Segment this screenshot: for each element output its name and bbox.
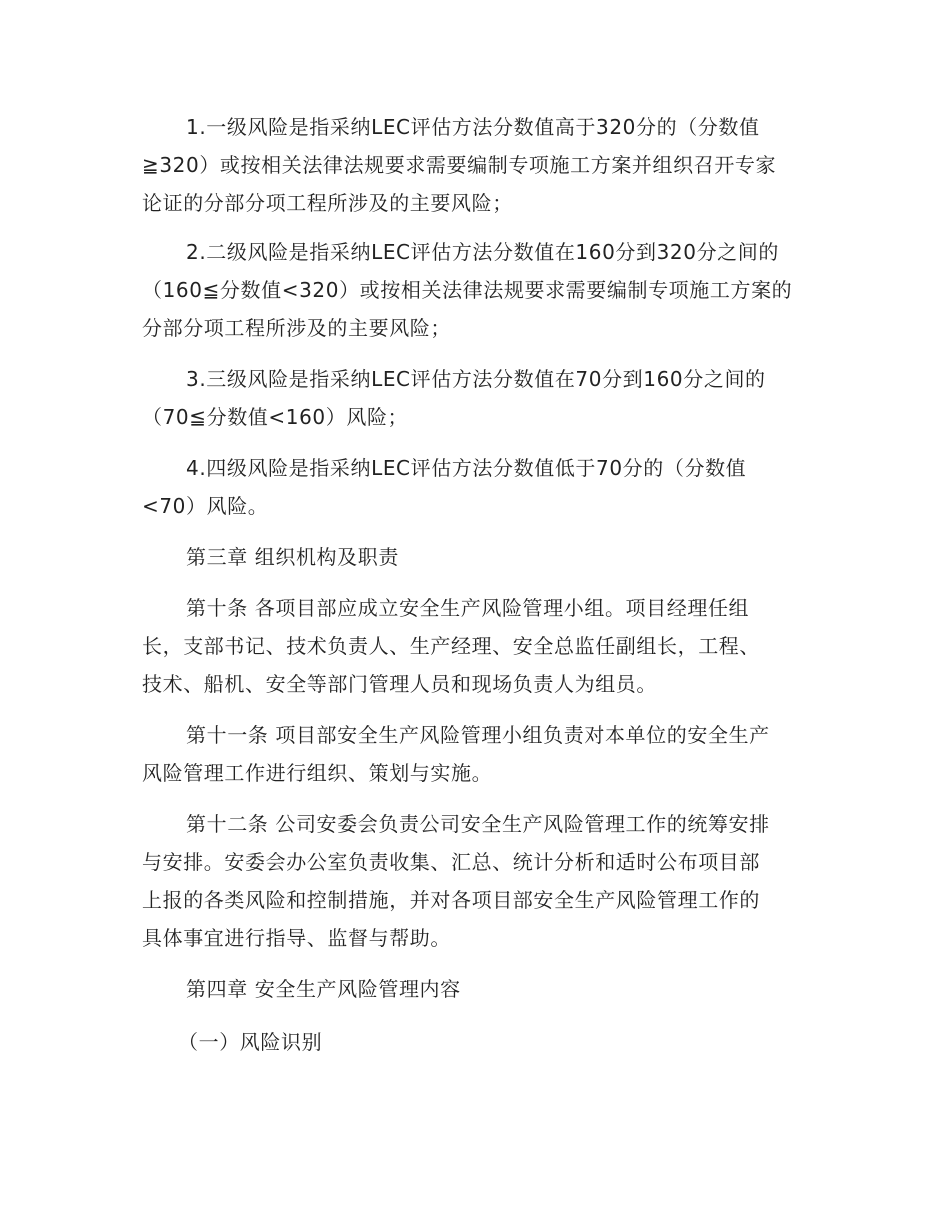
text-line: 第十条 各项目部应成立安全生产风险管理小组。项目经理任组: [186, 596, 750, 620]
article-11-paragraph: [142, 716, 814, 792]
article-12-paragraph: [142, 805, 814, 957]
text-line: 第十二条 公司安委会负责公司安全生产风险管理工作的统筹安排: [186, 812, 770, 836]
risk-level-1-paragraph: [142, 108, 814, 222]
text-line: 第十一条 项目部安全生产风险管理小组负责对本单位的安全生产: [186, 723, 770, 747]
text-line: （70≦分数值<160）风险；: [142, 405, 409, 429]
article-10-paragraph: [142, 589, 814, 703]
text-line: 具体事宜进行指导、监督与帮助。: [142, 926, 451, 950]
risk-level-4-paragraph: [142, 449, 814, 525]
text-line: 3.三级风险是指采纳LEC评估方法分数值在70分到160分之间的: [186, 367, 766, 391]
risk-level-2-paragraph: [142, 233, 814, 347]
text-line: 4.四级风险是指采纳LEC评估方法分数值低于70分的（分数值: [186, 456, 747, 480]
text-line: 论证的分部分项工程所涉及的主要风险；: [142, 191, 513, 215]
text-line: 风险管理工作进行组织、策划与实施。: [142, 761, 493, 785]
text-line: 长，支部书记、技术负责人、生产经理、安全总监任副组长，工程、: [142, 634, 760, 658]
text-line: （160≦分数值<320）或按相关法律法规要求需要编制专项施工方案的: [142, 278, 793, 302]
text-line: 分部分项工程所涉及的主要风险；: [142, 316, 451, 340]
chapter-4-heading: 第四章 安全生产风险管理内容: [186, 977, 461, 1001]
text-line: 1.一级风险是指采纳LEC评估方法分数值高于320分的（分数值: [186, 115, 760, 139]
text-line: ≧320）或按相关法律法规要求需要编制专项施工方案并组织召开专家: [142, 153, 777, 177]
section-risk-identification-heading: （一）风险识别: [178, 1030, 323, 1054]
chapter-3-heading: 第三章 组织机构及职责: [186, 545, 399, 569]
text-line: <70）风险。: [142, 494, 269, 518]
text-line: 上报的各类风险和控制措施，并对各项目部安全生产风险管理工作的: [142, 888, 760, 912]
text-line: 与安排。安委会办公室负责收集、汇总、统计分析和适时公布项目部: [142, 850, 760, 874]
risk-level-3-paragraph: [142, 360, 814, 436]
text-line: 2.二级风险是指采纳LEC评估方法分数值在160分到320分之间的: [186, 240, 779, 264]
text-line: 技术、船机、安全等部门管理人员和现场负责人为组员。: [142, 672, 657, 696]
